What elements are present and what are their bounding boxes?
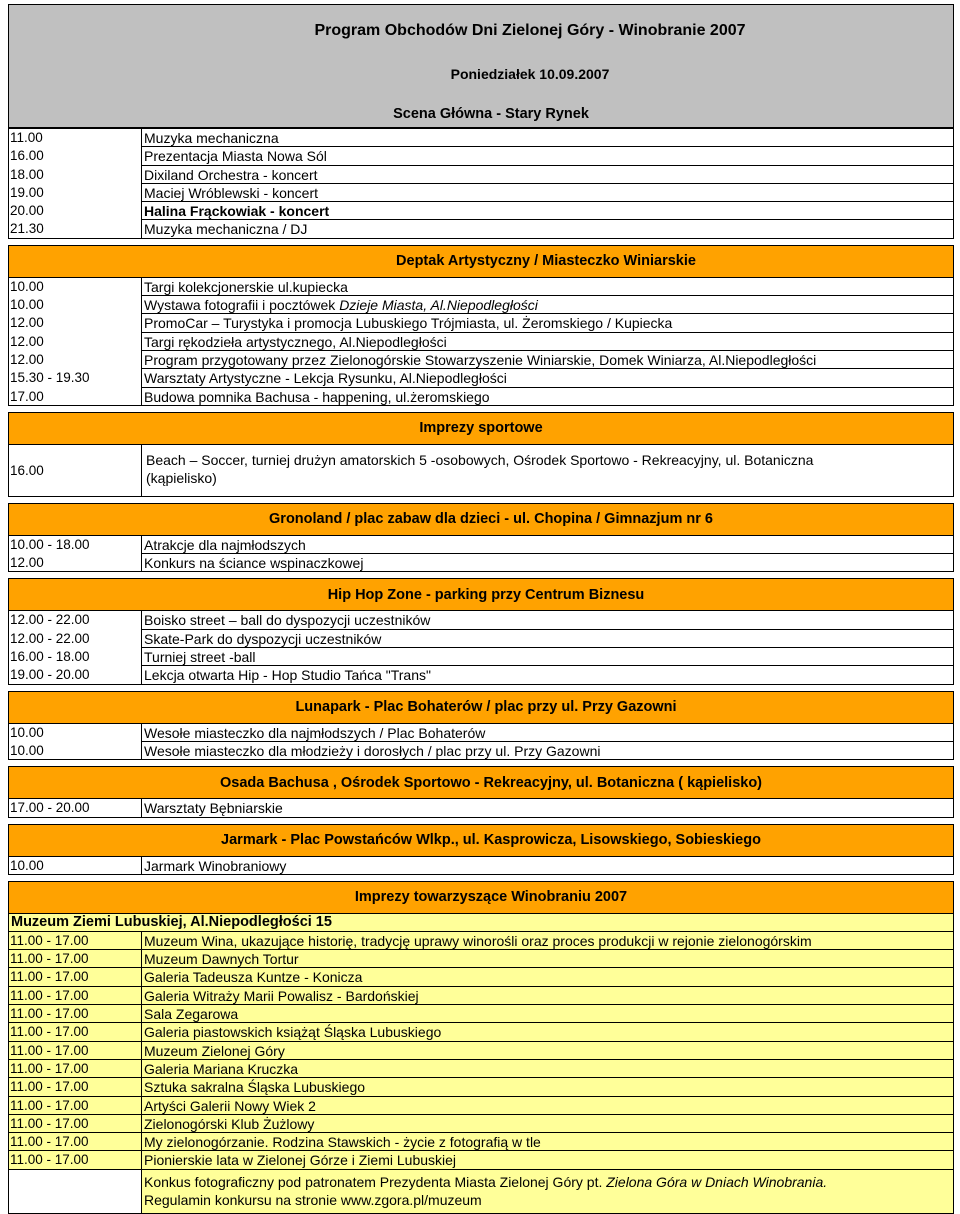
table-row [8,724,954,742]
row-desc: Galeria piastowskich książąt Śląska Lubuskiego [141,1023,953,1041]
table-row [8,554,954,572]
contest-text-a: Konkus fotograficzny pod patronatem Prezydenta Miasta Zielonej Góry pt. [144,1173,607,1190]
row-desc: Pionierskie lata w Zielonej Górze i Ziemi Lubuskiej [141,1151,953,1169]
row-time: 19.00 - 20.00 [9,666,141,684]
section-title: Gronoland / plac zabaw dla dzieci - ul. Chopina / Gimnazjum nr 6 [269,511,713,528]
row-time: 16.00 [10,148,44,164]
table-row [8,1042,954,1060]
section-title: Imprezy towarzyszące Winobraniu 2007 [354,889,628,906]
section-header-sport [8,412,954,445]
table-row [8,129,954,147]
row-time: 11.00 - 17.00 [9,950,141,968]
table-row [8,278,954,296]
row-time: 11.00 - 17.00 [9,968,141,986]
table-row [8,666,954,684]
section-header-hiphop [8,578,954,611]
row-desc: Targi rękodzieła artystycznego, Al.Niepodległości [141,333,953,351]
row-desc: Targi kolekcjonerskie ul.kupiecka [141,278,953,296]
table-row [8,166,954,184]
row-desc: Artyści Galerii Nowy Wiek 2 [141,1097,953,1115]
section-header-towarzyszace [8,881,954,914]
section-header-jarmark [8,824,954,857]
row-desc: Skate-Park do dyspozycji uczestników [141,630,953,648]
row-desc: Boisko street – ball do dyspozycji uczestników [141,611,953,629]
row-time: 10.00 [10,297,44,313]
row-desc: Muzeum Dawnych Tortur [141,950,953,968]
contest-rules: Regulamin konkursu na stronie www.zgora.pl/muzeum [144,1191,482,1208]
row-desc: Muzeum Wina, ukazujące historię, tradycję uprawy winorośli oraz proces produkcji w rejonie zielonogórskim [141,932,953,950]
section-deptak-rows [8,278,954,406]
row-desc: Zielonogórski Klub Żużlowy [141,1115,953,1133]
table-row [8,1060,954,1078]
row-time: 11.00 [10,130,43,145]
section-title: Jarmark - Plac Powstańców Wlkp., ul. Kasprowicza, Lisowskiego, Sobieskiego [221,832,761,849]
contest-title: Zielona Góra w Dniach Winobrania. [606,1173,828,1190]
table-row [8,1005,954,1023]
row-desc: Sala Zegarowa [141,1005,953,1023]
row-desc: Maciej Wróblewski - koncert [141,184,953,202]
contest-footer [8,1170,954,1214]
row-time: 11.00 - 17.00 [9,1023,141,1041]
table-row [8,202,954,220]
program-date: Poniedziałek 10.09.2007 [450,66,610,82]
row-time: 11.00 - 17.00 [9,1133,141,1151]
table-row [8,445,954,497]
row-time: 16.00 - 18.00 [10,649,90,665]
row-time: 21.30 [9,220,141,238]
row-desc: Jarmark Winobraniowy [141,857,953,875]
table-row [8,147,954,165]
row-desc: Halina Frąckowiak - koncert [141,202,953,220]
row-time: 11.00 - 17.00 [9,1151,141,1169]
row-time: 18.00 [10,166,44,182]
table-row [8,1078,954,1096]
section-title: Deptak Artystyczny / Miasteczko Winiarskie [396,253,696,270]
row-time: 15.30 - 19.30 [10,370,90,386]
section-header-deptak [8,245,954,278]
table-row [8,1023,954,1041]
table-row [8,799,954,817]
row-desc: Muzyka mechaniczna / DJ [141,220,953,238]
section-jarmark-rows [8,857,954,875]
table-row [8,857,954,875]
section-towarzyszace-rows [8,932,954,1170]
row-desc: Dixiland Orchestra - koncert [141,166,953,184]
row-desc: Sztuka sakralna Śląska Lubuskiego [141,1078,953,1096]
row-desc: Program przygotowany przez Zielonogórskie Stowarzyszenie Winiarskie, Domek Winiarza, Al.Niepodległości [141,351,953,369]
row-desc: Muzeum Zielonej Góry [141,1042,953,1060]
contest-text [141,1170,953,1213]
section-hiphop-rows [8,611,954,684]
row-desc-italic: Dzieje Miasta, Al.Niepodległości [339,297,538,314]
row-desc: Turniej street -ball [141,648,953,666]
row-time: 11.00 - 17.00 [9,1097,141,1115]
row-time: 10.00 - 18.00 [10,536,90,552]
museum-subheader: Muzeum Ziemi Lubuskiej, Al.Niepodległości 15 [8,914,954,932]
row-time: 11.00 - 17.00 [9,1060,141,1078]
row-time: 11.00 - 17.00 [9,1042,141,1060]
section-title: Scena Główna - Stary Rynek [393,106,589,122]
row-desc: Atrakcje dla najmłodszych [141,536,953,554]
section-title: Hip Hop Zone - parking przy Centrum Biznesu [327,586,645,603]
table-row [8,296,954,314]
row-desc [141,296,953,314]
table-row [8,950,954,968]
row-time: 10.00 [9,857,141,875]
row-time: 11.00 - 17.00 [9,932,141,950]
row-desc: Lekcja otwarta Hip - Hop Studio Tańca "Trans" [141,666,953,684]
page-title: Program Obchodów Dni Zielonej Góry - Winobranie 2007 [314,22,746,39]
table-row [8,351,954,369]
row-time: 11.00 - 17.00 [9,1115,141,1133]
row-time: 19.00 [10,184,44,200]
row-desc: Wesołe miasteczko dla najmłodszych / Plac Bohaterów [141,724,953,742]
row-desc: Budowa pomnika Bachusa - happening, ul.żeromskiego [141,388,953,406]
row-desc: Galeria Witraży Marii Powalisz - Bardońskiej [141,987,953,1005]
table-row [8,314,954,332]
table-row [8,1097,954,1115]
row-time: 12.00 - 22.00 [10,630,90,646]
table-row [8,388,954,406]
section-title: Lunapark - Plac Bohaterów / plac przy ul. Przy Gazowni [295,699,677,716]
row-desc: Galeria Tadeusza Kuntze - Konicza [141,968,953,986]
row-time: 11.00 - 17.00 [9,1078,141,1096]
section-lunapark-rows [8,724,954,761]
row-time: 11.00 - 17.00 [9,987,141,1005]
section-gronoland-rows [8,536,954,573]
row-time: 10.00 [10,278,44,294]
table-row [8,987,954,1005]
table-row [8,611,954,629]
row-time: 17.00 - 20.00 [9,799,141,817]
row-desc: Warsztaty Artystyczne - Lekcja Rysunku, Al.Niepodległości [141,369,953,387]
program-sheet [8,4,954,1214]
row-time: 16.00 [10,462,44,478]
row-time: 10.00 [9,742,141,760]
table-row [8,369,954,387]
row-time: 12.00 - 22.00 [10,612,90,628]
section-osada-rows [8,799,954,817]
table-row [8,630,954,648]
section-header-lunapark [8,691,954,724]
row-time: 17.00 [9,388,141,406]
row-desc: Galeria Mariana Kruczka [141,1060,953,1078]
table-row [8,220,954,238]
section-title: Imprezy sportowe [419,420,543,437]
row-desc: Konkurs na ściance wspinaczkowej [141,554,953,572]
row-time: 12.00 [9,554,141,572]
row-desc-text: Wystawa fotografii i pocztówek [144,297,340,314]
section-scena-rows [8,129,954,239]
row-time: 12.00 [10,351,44,367]
section-header-scena [8,100,954,128]
row-time: 12.00 [10,315,44,331]
row-time: 11.00 - 17.00 [9,1005,141,1023]
table-row [8,742,954,760]
section-header-osada [8,766,954,799]
table-row [8,932,954,950]
table-row [8,1151,954,1169]
row-desc: Warsztaty Bębniarskie [141,799,953,817]
table-row [8,648,954,666]
row-time: 12.00 [10,333,44,349]
row-desc: Muzyka mechaniczna [141,129,953,147]
section-title: Osada Bachusa , Ośrodek Sportowo - Rekreacyjny, ul. Botaniczna ( kąpielisko) [219,774,763,791]
row-desc: Beach – Soccer, turniej drużyn amatorskich 5 -osobowych, Ośrodek Sportowo - Rekreacyjny, ul. Botaniczna (kąpielisko) [141,445,821,496]
section-header-gronoland [8,503,954,536]
row-desc: My zielonogórzanie. Rodzina Stawskich - życie z fotografią w tle [141,1133,953,1151]
table-row [8,184,954,202]
row-desc: Wesołe miasteczko dla młodzieży i dorosłych / plac przy ul. Przy Gazowni [141,742,953,760]
table-row [8,1115,954,1133]
row-time: 10.00 [10,724,44,740]
table-row [8,968,954,986]
row-desc: Prezentacja Miasta Nowa Sól [141,147,953,165]
row-time: 20.00 [10,203,44,219]
table-row [8,1133,954,1151]
table-row [8,333,954,351]
row-desc: PromoCar – Turystyka i promocja Lubuskiego Trójmiasta, ul. Żeromskiego / Kupiecka [141,314,953,332]
table-row [8,536,954,554]
